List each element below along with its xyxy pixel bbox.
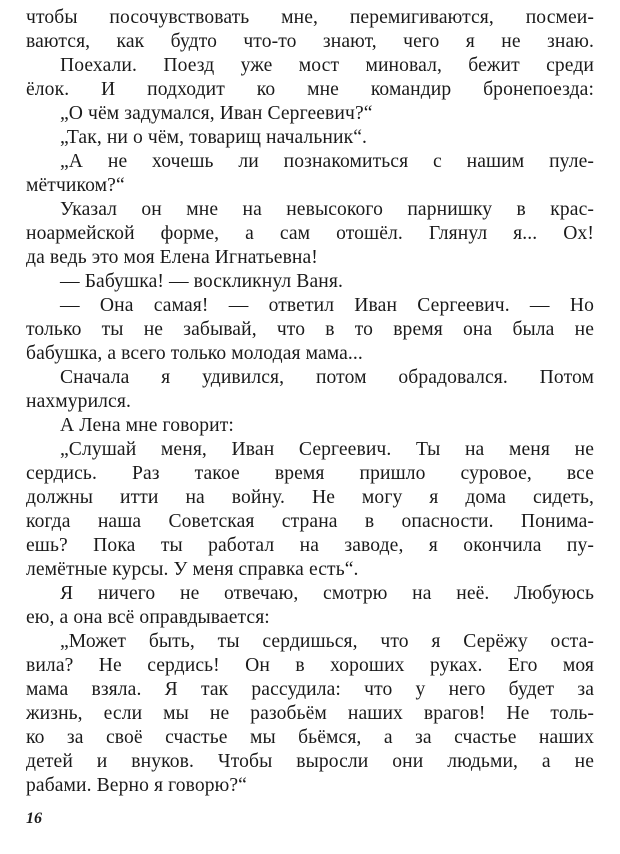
text-line: ноармейской форме, а сам отошёл. Глянул я... Ох! xyxy=(26,223,594,244)
text-line: — Бабушка! — воскликнул Ваня. xyxy=(60,271,343,292)
text-line: ёлок. И подходит ко мне командир бронепоезда: xyxy=(26,79,594,100)
text-line: бабушка, а всего только молодая мама... xyxy=(26,343,363,364)
text-line: рабами. Верно я говорю?“ xyxy=(26,775,247,796)
text-line: детей и внуков. Чтобы выросли они людьми, а не xyxy=(26,751,594,772)
text-line: ешь? Пока ты работал на заводе, я окончила пу- xyxy=(26,535,594,556)
text-line: „А не хочешь ли познакомиться с нашим пуле- xyxy=(60,151,594,172)
text-line: „О чём задумался, Иван Сергеевич?“ xyxy=(60,103,373,124)
text-line: когда наша Советская страна в опасности. Понима- xyxy=(26,511,594,532)
text-line: Указал он мне на невысокого парнишку в крас- xyxy=(60,199,594,220)
text-line: да ведь это моя Елена Игнатьевна! xyxy=(26,247,318,268)
text-line: „Так, ни о чём, товарищ начальник“. xyxy=(60,127,368,148)
page-text xyxy=(26,6,594,798)
text-line: Я ничего не отвечаю, смотрю на неё. Любуюсь xyxy=(60,583,594,604)
text-line: сердись. Раз такое время пришло суровое, все xyxy=(26,463,594,484)
text-line: мётчиком?“ xyxy=(26,175,125,196)
text-line: А Лена мне говорит: xyxy=(60,415,234,436)
text-line: — Она самая! — ответил Иван Сергеевич. — Но xyxy=(60,295,594,316)
text-line: должны итти на войну. Не могу я дома сидеть, xyxy=(26,487,594,508)
text-line: нахмурился. xyxy=(26,391,131,412)
text-line: ко за своё счастье мы бьёмся, а за счастье наших xyxy=(26,727,594,748)
text-line: Поехали. Поезд уже мост миновал, бежит среди xyxy=(60,55,594,76)
text-line: Сначала я удивился, потом обрадовался. Потом xyxy=(60,367,594,388)
text-line: чтобы посочувствовать мне, перемигиваются, посмеи- xyxy=(26,7,594,28)
text-line: „Может быть, ты сердишься, что я Серёжу оста- xyxy=(60,631,594,652)
text-line: ваются, как будто что-то знают, чего я не знаю. xyxy=(26,31,594,52)
text-line: „Слушай меня, Иван Сергеевич. Ты на меня не xyxy=(60,439,594,460)
text-line: мама взяла. Я так рассудила: что у него будет за xyxy=(26,679,594,700)
text-line: жизнь, если мы не разобьём наших врагов! Не толь- xyxy=(26,703,594,724)
text-line: вила? Не сердись! Он в хороших руках. Его моя xyxy=(26,655,594,676)
page-number: 16 xyxy=(26,810,42,827)
text-line: только ты не забывай, что в то время она была не xyxy=(26,319,594,340)
text-line: лемётные курсы. У меня справка есть“. xyxy=(26,559,359,580)
text-line: ею, а она всё оправдывается: xyxy=(26,607,270,628)
